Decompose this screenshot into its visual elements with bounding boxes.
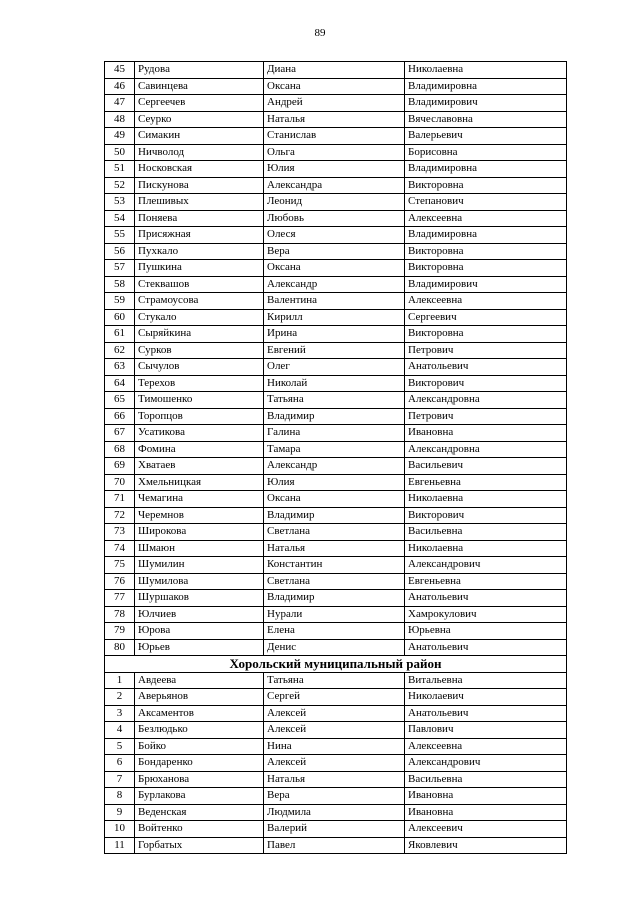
patronymic-cell: Анатольевич bbox=[405, 705, 567, 722]
row-number-cell: 64 bbox=[105, 375, 135, 392]
last-name-cell: Веденская bbox=[135, 804, 264, 821]
last-name-cell: Шумилин bbox=[135, 557, 264, 574]
last-name-cell: Сычулов bbox=[135, 359, 264, 376]
row-number-cell: 47 bbox=[105, 95, 135, 112]
first-name-cell: Наталья bbox=[264, 111, 405, 128]
table-row bbox=[105, 161, 567, 178]
first-name-cell: Константин bbox=[264, 557, 405, 574]
table-row bbox=[105, 705, 567, 722]
table-row bbox=[105, 260, 567, 277]
first-name-cell: Юлия bbox=[264, 161, 405, 178]
patronymic-cell: Владимировна bbox=[405, 227, 567, 244]
row-number-cell: 51 bbox=[105, 161, 135, 178]
first-name-cell: Павел bbox=[264, 837, 405, 854]
table-row bbox=[105, 590, 567, 607]
table-row bbox=[105, 771, 567, 788]
table-row bbox=[105, 144, 567, 161]
last-name-cell: Стеквашов bbox=[135, 276, 264, 293]
patronymic-cell: Яковлевич bbox=[405, 837, 567, 854]
last-name-cell: Войтенко bbox=[135, 821, 264, 838]
table-row bbox=[105, 326, 567, 343]
first-name-cell: Денис bbox=[264, 639, 405, 656]
row-number-cell: 78 bbox=[105, 606, 135, 623]
last-name-cell: Авдеева bbox=[135, 672, 264, 689]
last-name-cell: Шумилова bbox=[135, 573, 264, 590]
last-name-cell: Сыряйкина bbox=[135, 326, 264, 343]
row-number-cell: 5 bbox=[105, 738, 135, 755]
last-name-cell: Чемагина bbox=[135, 491, 264, 508]
row-number-cell: 66 bbox=[105, 408, 135, 425]
row-number-cell: 61 bbox=[105, 326, 135, 343]
table-row bbox=[105, 557, 567, 574]
row-number-cell: 4 bbox=[105, 722, 135, 739]
table-row bbox=[105, 524, 567, 541]
row-number-cell: 52 bbox=[105, 177, 135, 194]
row-number-cell: 68 bbox=[105, 441, 135, 458]
first-name-cell: Нина bbox=[264, 738, 405, 755]
row-number-cell: 80 bbox=[105, 639, 135, 656]
section-heading-row bbox=[105, 656, 567, 673]
row-number-cell: 1 bbox=[105, 672, 135, 689]
patronymic-cell: Вячеславовна bbox=[405, 111, 567, 128]
last-name-cell: Тимошенко bbox=[135, 392, 264, 409]
first-name-cell: Ольга bbox=[264, 144, 405, 161]
last-name-cell: Присяжная bbox=[135, 227, 264, 244]
table-row bbox=[105, 639, 567, 656]
patronymic-cell: Хамрокулович bbox=[405, 606, 567, 623]
patronymic-cell: Павлович bbox=[405, 722, 567, 739]
patronymic-cell: Петрович bbox=[405, 408, 567, 425]
row-number-cell: 67 bbox=[105, 425, 135, 442]
first-name-cell: Вера bbox=[264, 243, 405, 260]
table-row bbox=[105, 738, 567, 755]
first-name-cell: Кирилл bbox=[264, 309, 405, 326]
first-name-cell: Елена bbox=[264, 623, 405, 640]
last-name-cell: Бойко bbox=[135, 738, 264, 755]
last-name-cell: Плешивых bbox=[135, 194, 264, 211]
table-row bbox=[105, 111, 567, 128]
row-number-cell: 63 bbox=[105, 359, 135, 376]
patronymic-cell: Васильевна bbox=[405, 771, 567, 788]
patronymic-cell: Ивановна bbox=[405, 804, 567, 821]
patronymic-cell: Викторовна bbox=[405, 260, 567, 277]
row-number-cell: 7 bbox=[105, 771, 135, 788]
first-name-cell: Валентина bbox=[264, 293, 405, 310]
first-name-cell: Татьяна bbox=[264, 392, 405, 409]
table-row bbox=[105, 458, 567, 475]
patronymic-cell: Александровна bbox=[405, 441, 567, 458]
table-row bbox=[105, 392, 567, 409]
patronymic-cell: Анатольевич bbox=[405, 639, 567, 656]
first-name-cell: Вера bbox=[264, 788, 405, 805]
first-name-cell: Алексей bbox=[264, 722, 405, 739]
row-number-cell: 58 bbox=[105, 276, 135, 293]
first-name-cell: Оксана bbox=[264, 78, 405, 95]
first-name-cell: Тамара bbox=[264, 441, 405, 458]
row-number-cell: 76 bbox=[105, 573, 135, 590]
patronymic-cell: Алексеевна bbox=[405, 738, 567, 755]
row-number-cell: 49 bbox=[105, 128, 135, 145]
table-row bbox=[105, 425, 567, 442]
patronymic-cell: Викторовна bbox=[405, 243, 567, 260]
table-row bbox=[105, 276, 567, 293]
last-name-cell: Пухкало bbox=[135, 243, 264, 260]
last-name-cell: Страмоусова bbox=[135, 293, 264, 310]
row-number-cell: 60 bbox=[105, 309, 135, 326]
last-name-cell: Юлчиев bbox=[135, 606, 264, 623]
patronymic-cell: Борисовна bbox=[405, 144, 567, 161]
last-name-cell: Рудова bbox=[135, 62, 264, 79]
last-name-cell: Хмельницкая bbox=[135, 474, 264, 491]
first-name-cell: Светлана bbox=[264, 573, 405, 590]
patronymic-cell: Юрьевна bbox=[405, 623, 567, 640]
last-name-cell: Торопцов bbox=[135, 408, 264, 425]
last-name-cell: Безлюдько bbox=[135, 722, 264, 739]
patronymic-cell: Степанович bbox=[405, 194, 567, 211]
row-number-cell: 54 bbox=[105, 210, 135, 227]
first-name-cell: Наталья bbox=[264, 771, 405, 788]
patronymic-cell: Александрович bbox=[405, 755, 567, 772]
patronymic-cell: Анатольевич bbox=[405, 359, 567, 376]
roster-table bbox=[104, 61, 567, 854]
last-name-cell: Савинцева bbox=[135, 78, 264, 95]
patronymic-cell: Сергеевич bbox=[405, 309, 567, 326]
patronymic-cell: Викторовна bbox=[405, 177, 567, 194]
table-row bbox=[105, 359, 567, 376]
patronymic-cell: Валерьевич bbox=[405, 128, 567, 145]
first-name-cell: Любовь bbox=[264, 210, 405, 227]
last-name-cell: Брюханова bbox=[135, 771, 264, 788]
table-row bbox=[105, 804, 567, 821]
row-number-cell: 8 bbox=[105, 788, 135, 805]
table-row bbox=[105, 309, 567, 326]
row-number-cell: 3 bbox=[105, 705, 135, 722]
table-row bbox=[105, 62, 567, 79]
patronymic-cell: Алексеевна bbox=[405, 293, 567, 310]
table-row bbox=[105, 95, 567, 112]
patronymic-cell: Петрович bbox=[405, 342, 567, 359]
patronymic-cell: Анатольевич bbox=[405, 590, 567, 607]
first-name-cell: Станислав bbox=[264, 128, 405, 145]
table-row bbox=[105, 837, 567, 854]
first-name-cell: Наталья bbox=[264, 540, 405, 557]
section-heading: Хорольский муниципальный район bbox=[105, 656, 567, 673]
row-number-cell: 72 bbox=[105, 507, 135, 524]
table-row bbox=[105, 375, 567, 392]
last-name-cell: Сергеечев bbox=[135, 95, 264, 112]
table-row bbox=[105, 755, 567, 772]
table-row bbox=[105, 78, 567, 95]
first-name-cell: Светлана bbox=[264, 524, 405, 541]
patronymic-cell: Витальевна bbox=[405, 672, 567, 689]
first-name-cell: Ирина bbox=[264, 326, 405, 343]
row-number-cell: 70 bbox=[105, 474, 135, 491]
table-row bbox=[105, 672, 567, 689]
table-row bbox=[105, 507, 567, 524]
patronymic-cell: Владимировна bbox=[405, 161, 567, 178]
row-number-cell: 11 bbox=[105, 837, 135, 854]
table-row bbox=[105, 293, 567, 310]
table-row bbox=[105, 194, 567, 211]
last-name-cell: Горбатых bbox=[135, 837, 264, 854]
last-name-cell: Аксаментов bbox=[135, 705, 264, 722]
last-name-cell: Юрьев bbox=[135, 639, 264, 656]
last-name-cell: Поняева bbox=[135, 210, 264, 227]
table-row bbox=[105, 623, 567, 640]
last-name-cell: Сурков bbox=[135, 342, 264, 359]
patronymic-cell: Алексеевна bbox=[405, 210, 567, 227]
patronymic-cell: Викторович bbox=[405, 507, 567, 524]
first-name-cell: Олеся bbox=[264, 227, 405, 244]
first-name-cell: Оксана bbox=[264, 491, 405, 508]
row-number-cell: 50 bbox=[105, 144, 135, 161]
table-row bbox=[105, 177, 567, 194]
row-number-cell: 75 bbox=[105, 557, 135, 574]
last-name-cell: Юрова bbox=[135, 623, 264, 640]
table-row bbox=[105, 722, 567, 739]
first-name-cell: Андрей bbox=[264, 95, 405, 112]
row-number-cell: 73 bbox=[105, 524, 135, 541]
first-name-cell: Владимир bbox=[264, 590, 405, 607]
row-number-cell: 55 bbox=[105, 227, 135, 244]
first-name-cell: Юлия bbox=[264, 474, 405, 491]
row-number-cell: 10 bbox=[105, 821, 135, 838]
last-name-cell: Фомина bbox=[135, 441, 264, 458]
patronymic-cell: Викторович bbox=[405, 375, 567, 392]
patronymic-cell: Васильевна bbox=[405, 524, 567, 541]
last-name-cell: Пушкина bbox=[135, 260, 264, 277]
first-name-cell: Алексей bbox=[264, 755, 405, 772]
first-name-cell: Валерий bbox=[264, 821, 405, 838]
patronymic-cell: Викторовна bbox=[405, 326, 567, 343]
row-number-cell: 69 bbox=[105, 458, 135, 475]
last-name-cell: Сеурко bbox=[135, 111, 264, 128]
last-name-cell: Носковская bbox=[135, 161, 264, 178]
last-name-cell: Широкова bbox=[135, 524, 264, 541]
row-number-cell: 2 bbox=[105, 689, 135, 706]
table-row bbox=[105, 210, 567, 227]
first-name-cell: Евгений bbox=[264, 342, 405, 359]
patronymic-cell: Евгеньевна bbox=[405, 474, 567, 491]
first-name-cell: Галина bbox=[264, 425, 405, 442]
row-number-cell: 65 bbox=[105, 392, 135, 409]
last-name-cell: Пискунова bbox=[135, 177, 264, 194]
last-name-cell: Аверьянов bbox=[135, 689, 264, 706]
last-name-cell: Симакин bbox=[135, 128, 264, 145]
last-name-cell: Хватаев bbox=[135, 458, 264, 475]
last-name-cell: Шмаюн bbox=[135, 540, 264, 557]
last-name-cell: Ничволод bbox=[135, 144, 264, 161]
first-name-cell: Олег bbox=[264, 359, 405, 376]
last-name-cell: Черемнов bbox=[135, 507, 264, 524]
row-number-cell: 57 bbox=[105, 260, 135, 277]
first-name-cell: Леонид bbox=[264, 194, 405, 211]
row-number-cell: 48 bbox=[105, 111, 135, 128]
row-number-cell: 74 bbox=[105, 540, 135, 557]
table-row bbox=[105, 474, 567, 491]
row-number-cell: 9 bbox=[105, 804, 135, 821]
first-name-cell: Александр bbox=[264, 276, 405, 293]
patronymic-cell: Ивановна bbox=[405, 425, 567, 442]
table-row bbox=[105, 441, 567, 458]
table-row bbox=[105, 408, 567, 425]
first-name-cell: Александр bbox=[264, 458, 405, 475]
table-row bbox=[105, 243, 567, 260]
patronymic-cell: Николаевич bbox=[405, 689, 567, 706]
table-row bbox=[105, 540, 567, 557]
patronymic-cell: Владимирович bbox=[405, 95, 567, 112]
first-name-cell: Александра bbox=[264, 177, 405, 194]
patronymic-cell: Николаевна bbox=[405, 540, 567, 557]
row-number-cell: 62 bbox=[105, 342, 135, 359]
first-name-cell: Татьяна bbox=[264, 672, 405, 689]
row-number-cell: 45 bbox=[105, 62, 135, 79]
last-name-cell: Стукало bbox=[135, 309, 264, 326]
table-row bbox=[105, 342, 567, 359]
patronymic-cell: Николаевна bbox=[405, 491, 567, 508]
row-number-cell: 56 bbox=[105, 243, 135, 260]
table-row bbox=[105, 128, 567, 145]
table-row bbox=[105, 788, 567, 805]
table-row bbox=[105, 606, 567, 623]
row-number-cell: 46 bbox=[105, 78, 135, 95]
row-number-cell: 77 bbox=[105, 590, 135, 607]
table-row bbox=[105, 573, 567, 590]
last-name-cell: Бурлакова bbox=[135, 788, 264, 805]
last-name-cell: Терехов bbox=[135, 375, 264, 392]
last-name-cell: Шуршаков bbox=[135, 590, 264, 607]
patronymic-cell: Васильевич bbox=[405, 458, 567, 475]
first-name-cell: Владимир bbox=[264, 408, 405, 425]
first-name-cell: Диана bbox=[264, 62, 405, 79]
first-name-cell: Оксана bbox=[264, 260, 405, 277]
patronymic-cell: Ивановна bbox=[405, 788, 567, 805]
first-name-cell: Алексей bbox=[264, 705, 405, 722]
table-row bbox=[105, 821, 567, 838]
patronymic-cell: Владимирович bbox=[405, 276, 567, 293]
last-name-cell: Усатикова bbox=[135, 425, 264, 442]
first-name-cell: Сергей bbox=[264, 689, 405, 706]
row-number-cell: 6 bbox=[105, 755, 135, 772]
row-number-cell: 79 bbox=[105, 623, 135, 640]
first-name-cell: Владимир bbox=[264, 507, 405, 524]
patronymic-cell: Евгеньевна bbox=[405, 573, 567, 590]
first-name-cell: Нурали bbox=[264, 606, 405, 623]
table-row bbox=[105, 491, 567, 508]
patronymic-cell: Николаевна bbox=[405, 62, 567, 79]
table-row bbox=[105, 227, 567, 244]
page-number: 89 bbox=[314, 27, 326, 39]
patronymic-cell: Александровна bbox=[405, 392, 567, 409]
row-number-cell: 53 bbox=[105, 194, 135, 211]
patronymic-cell: Александрович bbox=[405, 557, 567, 574]
row-number-cell: 59 bbox=[105, 293, 135, 310]
first-name-cell: Людмила bbox=[264, 804, 405, 821]
patronymic-cell: Владимировна bbox=[405, 78, 567, 95]
last-name-cell: Бондаренко bbox=[135, 755, 264, 772]
row-number-cell: 71 bbox=[105, 491, 135, 508]
first-name-cell: Николай bbox=[264, 375, 405, 392]
table-row bbox=[105, 689, 567, 706]
patronymic-cell: Алексеевич bbox=[405, 821, 567, 838]
